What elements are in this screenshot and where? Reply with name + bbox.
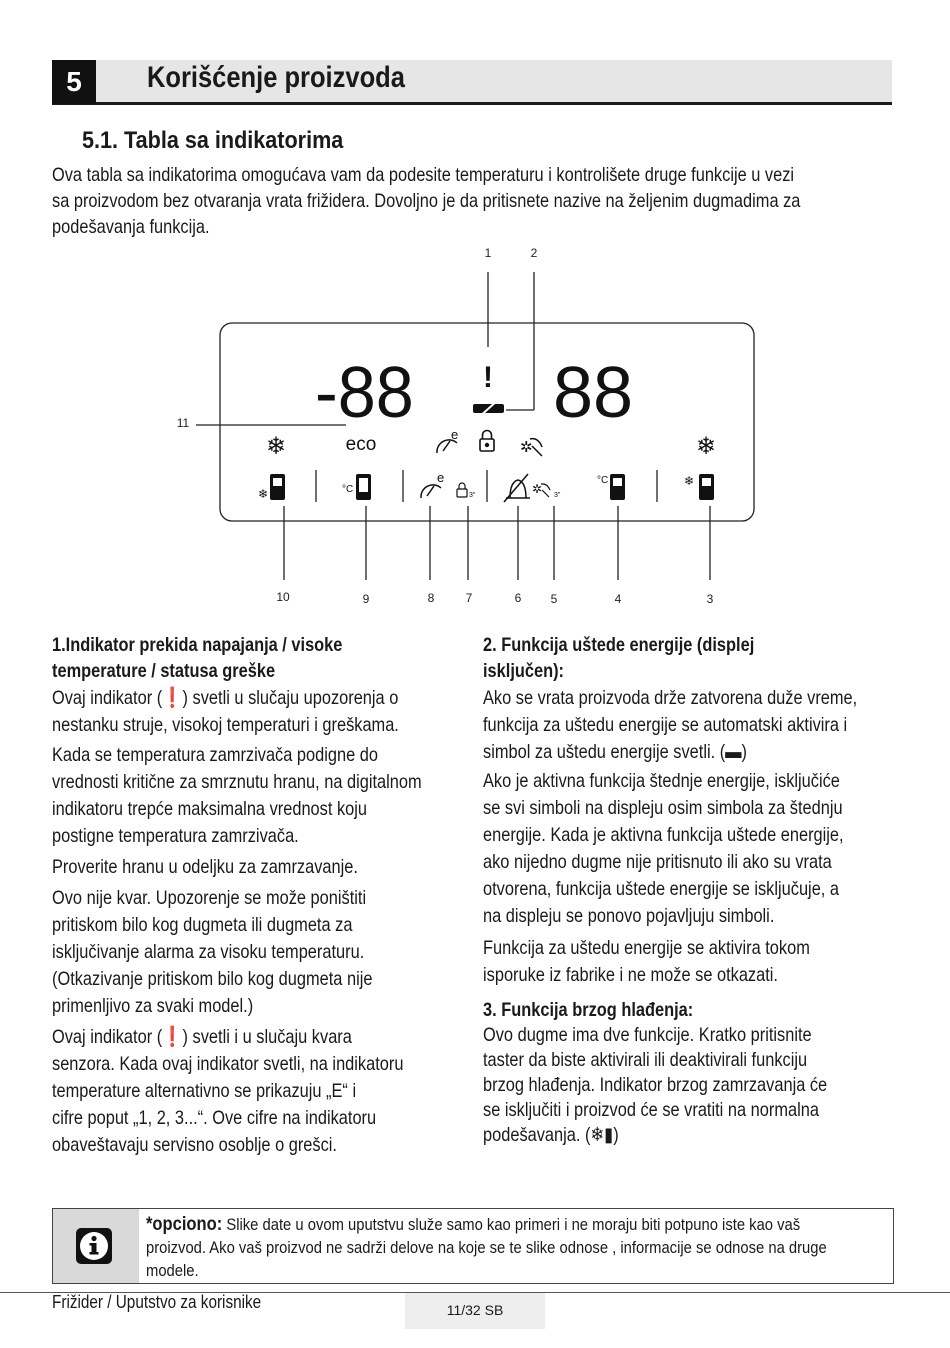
right-line: na displeju se ponovo pojavljuju simboli. [483,905,775,927]
right-line: ako nijedno dugme nije pritisnuto ili ako su vrata [483,851,832,873]
energy-saving-icon [473,400,504,418]
vacation-icon [520,439,542,456]
right-line: brzog hlađenja. Indikator brzog zamrzavanja će [483,1074,828,1096]
right-heading: 2. Funkcija uštede energije (displej [483,634,755,656]
callout-number: 7 [465,591,473,605]
note-icon-panel [53,1209,139,1283]
left-line: Ovaj indikator (❗) svetli u slučaju upozorenja o [52,687,399,709]
warning-glyph: ! [483,361,493,394]
right-heading: isključen): [483,660,565,682]
left-line: Ovo nije kvar. Upozorenje se može poništiti [52,887,367,909]
callout-number: 6 [514,591,522,605]
right-heading: 3. Funkcija brzog hlađenja: [483,999,694,1021]
callout-number: 11 [176,416,190,430]
left-line: nestanku struje, visokoj temperaturi i greškama. [52,714,399,736]
right-line: energije. Kada je aktivna funkcija uštede energije, [483,824,844,846]
left-line: Ovaj indikator (❗) svetli i u slučaju kvara [52,1026,352,1048]
svg-text:°C: °C [597,475,609,486]
quick-freeze-icon [258,474,285,501]
snowflake-icon: ❄ [695,433,717,460]
fridge-temp-setting-icon [597,474,625,500]
callout-number: 10 [276,590,290,604]
left-line: senzora. Kada ovaj indikator svetli, na indikatoru [52,1053,404,1075]
fridge-temp-display: 88 [553,353,634,433]
left-line: temperature alternativno se prikazuju „E“ i [52,1080,357,1102]
snowflake-icon: ❄ [265,433,287,460]
left-line: postigne temperatura zamrzivača. [52,825,299,847]
eco-extra-icon [437,427,458,453]
callout-number: 1 [484,246,492,260]
svg-text:e: e [451,427,459,442]
svg-text:✲: ✲ [532,482,543,496]
eco-label: eco [345,434,377,455]
svg-text:3": 3" [554,492,561,499]
right-line: isporuke iz fabrike i ne može se otkazati. [483,964,778,986]
right-line: taster da biste aktivirali ili deaktivirali funkciju [483,1049,808,1071]
right-line: Ovo dugme ima dve funkcije. Kratko pritisnite [483,1024,812,1046]
right-line: podešavanja. (❄▮) [483,1124,619,1146]
left-line: pritiskom bilo kog dugmeta ili dugmeta za [52,914,353,936]
left-line: obaveštavaju servisno osoblje o grešci. [52,1134,337,1156]
note-line: proizvod. Ako vaš proizvod ne sadrži delove na koje se te slike odnose , informacije se odnose na druge [146,1238,827,1257]
right-line: se svi simboli na displeju osim simbola za štednju [483,797,843,819]
note-box [52,1208,894,1284]
chapter-number: 5 [52,60,96,104]
right-line: funkcija za uštedu energije se automatski aktivira i [483,714,848,736]
left-line: cifre poput „1, 2, 3...“. Ove cifre na indikatoru [52,1107,377,1129]
page-number: 11/32 SB [405,1293,545,1329]
lock-icon [480,431,494,452]
quick-cool-icon [684,474,714,500]
callout-number: 4 [614,592,622,606]
left-line: vrednosti kritične za smrznutu hranu, na digitalnom [52,771,422,793]
left-line: primenljivo za svaki model.) [52,995,254,1017]
left-line: indikatoru trepće maksimalna vrednost koju [52,798,368,820]
callout-numbers [176,246,717,606]
intro-line: sa proizvodom bez otvaranja vrata frižidera. Dovoljno je da pritisnete nazive na željenim dugmadima za [52,190,801,212]
svg-text:❄: ❄ [684,474,695,488]
right-line: se isključiti i proizvod će se vratiti na normalna [483,1099,819,1121]
callout-number: 2 [530,246,538,260]
intro-line: podešavanja funkcija. [52,216,210,238]
left-line: Kada se temperatura zamrzivača podigne do [52,744,378,766]
footer-title: Frižider / Uputstvo za korisnike [52,1292,262,1312]
chapter-title: Korišćenje proizvoda [147,61,405,94]
left-line: Proverite hranu u odeljku za zamrzavanje. [52,856,358,878]
right-line: Ako je aktivna funkcija štednje energije, isključiće [483,770,840,792]
left-line: isključivanje alarma za visoku temperaturu. [52,941,365,963]
note-line: modele. [146,1261,199,1280]
svg-text:✲: ✲ [520,439,533,456]
alarm-off-icon [504,474,530,502]
section-title: 5.1. Tabla sa indikatorima [82,127,344,154]
left-heading: temperature / statusa greške [52,660,276,682]
right-line: Funkcija za uštedu energije se aktivira tokom [483,937,810,959]
freezer-temp-display: -88 [315,351,414,433]
info-icon [75,1227,113,1265]
right-line: Ako se vrata proizvoda drže zatvorena duže vreme, [483,687,858,709]
right-line: otvorena, funkcija uštede energije se isključuje, a [483,878,840,900]
header-rule [52,102,892,105]
vacation-button-icon [532,482,561,499]
note-label: *opciono: [146,1214,223,1235]
indicator-panel-diagram [160,240,760,610]
right-line: simbol za uštedu energije svetli. (▬) [483,741,748,763]
eco-extra-button-icon [421,470,444,498]
callout-number: 3 [706,592,714,606]
callout-number: 5 [550,592,558,606]
svg-text:❄: ❄ [258,487,269,501]
intro-line: Ova tabla sa indikatorima omogućava vam da podesite temperaturu i kontrolišete druge funkcije u vezi [52,164,795,186]
callout-number: 8 [427,591,435,605]
svg-text:°C: °C [342,484,354,495]
key-lock-button-icon [457,483,476,499]
freezer-temp-setting-icon [342,474,371,500]
svg-text:3": 3" [469,492,476,499]
note-line: Slike date u ovom uputstvu služe samo kao primeri i ne moraju biti potpuno iste kao vaš [222,1215,801,1234]
left-heading: 1.Indikator prekida napajanja / visoke [52,634,343,656]
svg-text:e: e [437,470,445,485]
note-text [146,1213,827,1282]
left-line: (Otkazivanje pritiskom bilo kog dugmeta nije [52,968,373,990]
callout-number: 9 [362,592,370,606]
